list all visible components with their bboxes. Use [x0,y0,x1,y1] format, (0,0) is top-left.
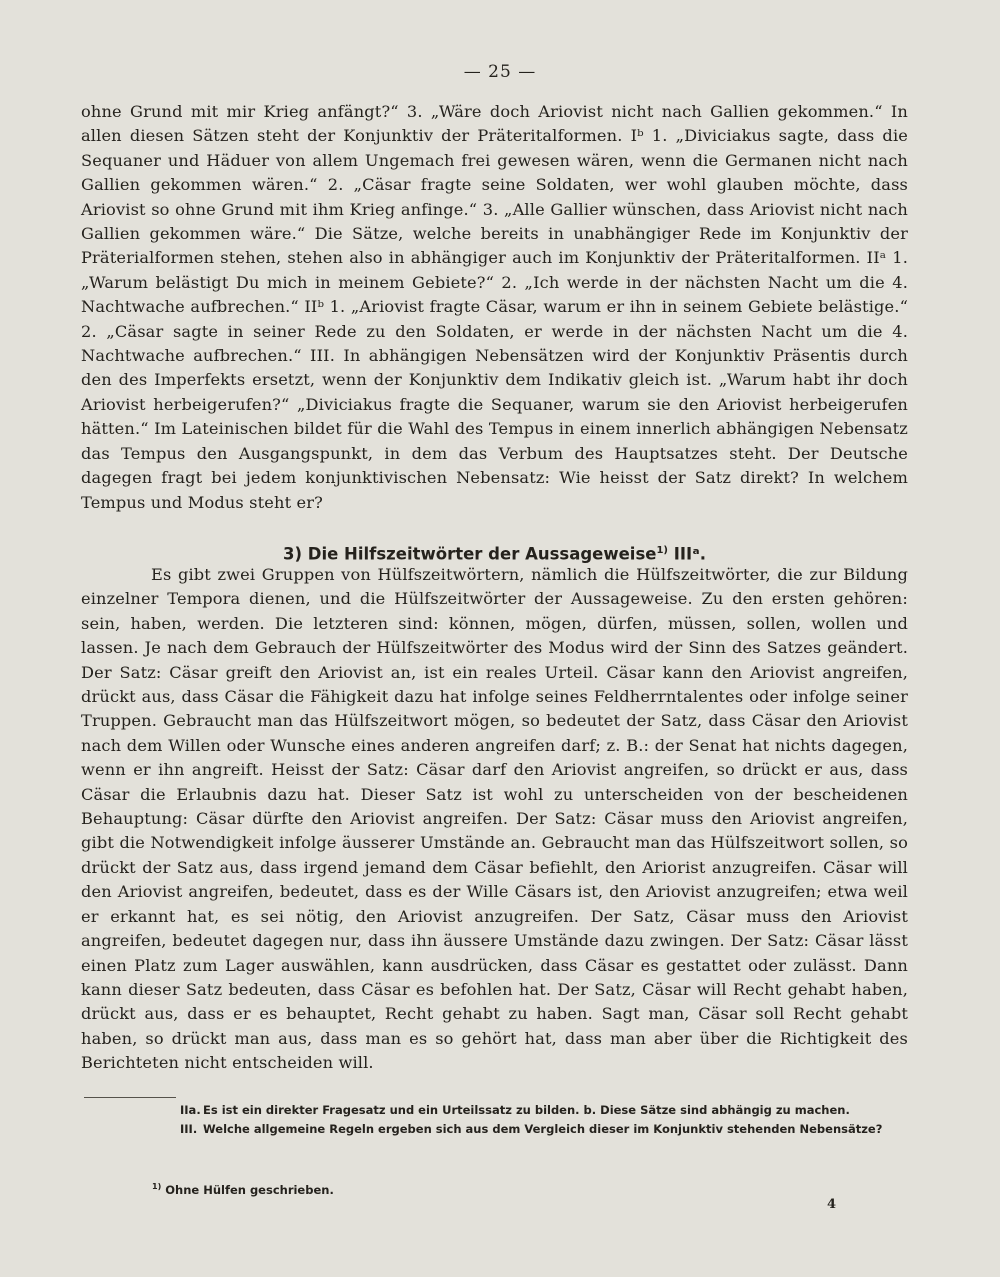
margin-notes [180,1101,912,1138]
section-heading-footnote-ref: 1) [656,545,668,556]
note-item [180,1120,912,1139]
note-text: Es ist ein direkter Fragesatz und ein Urteilssatz zu bilden. b. Diese Sätze sind abhängig zu machen. [203,1103,850,1117]
note-marker: IIa. [180,1103,201,1117]
footnote-marker: 1) [152,1182,162,1191]
footnote-divider [84,1097,176,1098]
note-text: Welche allgemeine Regeln ergeben sich aus dem Vergleich dieser im Konjunktiv stehenden Nebensätze? [203,1121,883,1136]
footnote-text: Ohne Hülfen geschrieben. [161,1182,334,1197]
section-heading-text: 3) Die Hilfszeitwörter der Aussageweise [283,544,657,564]
page-number: — 25 — [463,62,537,82]
section-paragraph: Es gibt zwei Gruppen von Hülfszeitwörtern, nämlich die Hülfszeitwörter, die zur Bildung einzelner Tempora dienen, und die Hülfszeitwörter der Aussageweise. Zu den ersten gehören: sein, haben, werden. Die letzteren sind: können, mögen, dürfen, müssen, sollen, wollen und lassen. Je nach dem Gebrauch der Hülfszeitwörter des Modus wird der Sinn des Satzes geändert. Der Satz: Cäsar greift den Ariovist an, ist ein reales Urteil. Cäsar kann den Ariovist angreifen, drückt aus, dass Cäsar die Fähigkeit dazu hat infolge seines Feldherrntalentes oder infolge seiner Truppen. Gebraucht man das Hülfszeitwort mögen, so bedeutet der Satz, dass Cäsar den Ariovist nach dem Willen oder Wunsche eines anderen angreifen darf; z. B.: der Senat hat nichts dagegen, wenn er ihn angreift. Heisst der Satz: Cäsar darf den Ariovist angreifen, so drückt er aus, dass Cäsar die Erlaubnis dazu hat. Dieser Satz ist wohl zu unterscheiden von der bescheidenen Behauptung: Cäsar dürfte den Ariovist angreifen. Der Satz: Cäsar muss den Ariovist angreifen, gibt die Notwendigkeit infolge äusserer Umstände an. Gebraucht man das Hülfszeitwort sollen, so drückt der Satz aus, dass irgend jemand dem Cäsar befiehlt, den Ariorist anzugreifen. Cäsar will den Ariovist angreifen, bedeutet, dass es der Wille Cäsars ist, den Ariovist anzugreifen; etwa weil er erkannt hat, es sei nötig, den Ariovist anzugreifen. Der Satz, Cäsar muss den Ariovist angreifen, bedeutet dagegen nur, dass ihn äussere Umstände dazu zwingen. Der Satz: Cäsar lässt einen Platz zum Lager auswählen, kann ausdrücken, dass Cäsar es gestattet oder zulässt. Dann kann dieser Satz bedeuten, dass Cäsar es befohlen hat. Der Satz, Cäsar will Recht gehabt haben, drückt aus, dass er es behauptet, Recht gehabt zu haben. Sagt man, Cäsar soll Recht gehabt haben, so drückt man aus, dass man es so gehört hat, dass man aber über die Richtigkeit des Berichteten nicht entscheiden will. [81,565,908,1073]
paragraph-text: ohne Grund mit mir Krieg anfängt?“ 3. „Wäre doch Ariovist nicht nach Gallien gekommen.“ In allen diesen Sätzen steht der Konjunktiv der Präteritalformen. Iᵇ 1. „Diviciakus sagte, dass die Sequaner und Häduer von allem Ungemach frei gewesen wären, wenn die Germanen nicht nach Gallien gekommen wären.“ 2. „Cäsar fragte seine Soldaten, wer wohl glauben möchte, dass Ariovist so ohne Grund mit ihm Krieg anfinge.“ 3. „Alle Gallier wünschen, dass Ariovist nicht nach Gallien gekommen wäre.“ Die Sätze, welche bereits in unabhängiger Rede im Konjunktiv der Präterialformen stehen, stehen also in abhängiger auch im Konjunktiv der Präteritalformen. IIᵃ 1. „Warum belästigt Du mich in meinem Gebiete?“ 2. „Ich werde in der nächsten Nacht um die 4. Nachtwache aufbrechen.“ IIᵇ 1. „Ariovist fragte Cäsar, warum er ihn in seinem Gebiete belästige.“ 2. „Cäsar sagte in seiner Rede zu den Soldaten, er werde in der nächsten Nacht um die 4. Nachtwache aufbrechen.“ III. In abhängigen Nebensätzen wird der Konjunktiv Präsentis durch den des Imperfekts ersetzt, wenn der Konjunktiv dem Indikativ gleich ist. „Warum habt ihr doch Ariovist herbeigerufen?“ „Diviciakus fragte die Sequaner, warum sie den Ariovist herbeigerufen hätten.“ Im Lateinischen bildet für die Wahl des Tempus in einem innerlich abhängigen Nebensatz das Tempus den Ausgangspunkt, in dem das Verbum des Hauptsatzes steht. Der Deutsche dagegen fragt bei jedem konjunktivischen Nebensatz: Wie heisst der Satz direkt? In welchem Tempus und Modus steht er? [81,102,908,512]
footnote [152,1182,334,1197]
paragraph-continuation [81,100,908,515]
note-marker: III. [180,1121,198,1136]
section-heading-suffix: IIIᵃ. [668,544,706,564]
note-item [180,1101,912,1120]
signature-mark: 4 [827,1197,837,1212]
